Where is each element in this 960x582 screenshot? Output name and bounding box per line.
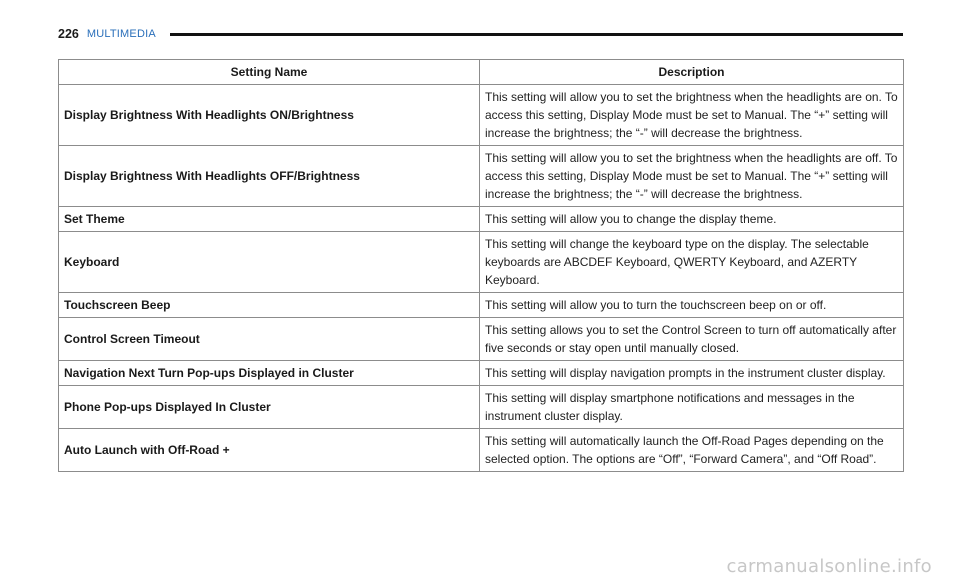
setting-name-cell: Touchscreen Beep — [59, 293, 480, 318]
setting-name-cell: Control Screen Timeout — [59, 318, 480, 361]
table-row — [59, 207, 904, 232]
description-cell: This setting will allow you to change the display theme. — [480, 207, 904, 232]
header-rule — [170, 33, 903, 36]
description-cell: This setting will display navigation prompts in the instrument cluster display. — [480, 361, 904, 386]
setting-name-cell: Set Theme — [59, 207, 480, 232]
table-row — [59, 429, 904, 472]
section-title: MULTIMEDIA — [86, 28, 156, 40]
setting-name-cell: Display Brightness With Headlights ON/Brightness — [59, 85, 480, 146]
setting-name-cell: Phone Pop-ups Displayed In Cluster — [59, 386, 480, 429]
description-cell: This setting allows you to set the Control Screen to turn off automatically after five seconds or stay open until manually closed. — [480, 318, 904, 361]
column-header-setting-name: Setting Name — [59, 60, 480, 85]
description-cell: This setting will allow you to set the brightness when the headlights are on. To access this setting, Display Mode must be set to Manual. The “+” setting will increase the brightness; the “-” will decrease the brightness. — [480, 85, 904, 146]
setting-name-cell: Keyboard — [59, 232, 480, 293]
setting-name-cell: Display Brightness With Headlights OFF/Brightness — [59, 146, 480, 207]
table-row — [59, 318, 904, 361]
table-row — [59, 232, 904, 293]
table-row — [59, 146, 904, 207]
description-cell: This setting will allow you to turn the touchscreen beep on or off. — [480, 293, 904, 318]
setting-name-cell: Auto Launch with Off-Road + — [59, 429, 480, 472]
description-cell: This setting will display smartphone notifications and messages in the instrument cluster display. — [480, 386, 904, 429]
table-row — [59, 386, 904, 429]
table-row — [59, 361, 904, 386]
description-cell: This setting will allow you to set the brightness when the headlights are off. To access this setting, Display Mode must be set to Manual. The “+” setting will increase the brightness; the “-” will decrease the brightness. — [480, 146, 904, 207]
table-header-row — [59, 60, 904, 85]
watermark: carmanualsonline.info — [726, 556, 932, 577]
page-header — [58, 25, 903, 43]
page-number: 226 — [58, 27, 79, 41]
description-cell: This setting will automatically launch the Off-Road Pages depending on the selected option. The options are “Off”, “Forward Camera”, and “Off Road”. — [480, 429, 904, 472]
column-header-description: Description — [480, 60, 904, 85]
table-row — [59, 293, 904, 318]
table-row — [59, 85, 904, 146]
description-cell: This setting will change the keyboard type on the display. The selectable keyboards are ABCDEF Keyboard, QWERTY Keyboard, and AZERTY Keyboard. — [480, 232, 904, 293]
setting-name-cell: Navigation Next Turn Pop-ups Displayed in Cluster — [59, 361, 480, 386]
settings-table — [58, 59, 904, 472]
